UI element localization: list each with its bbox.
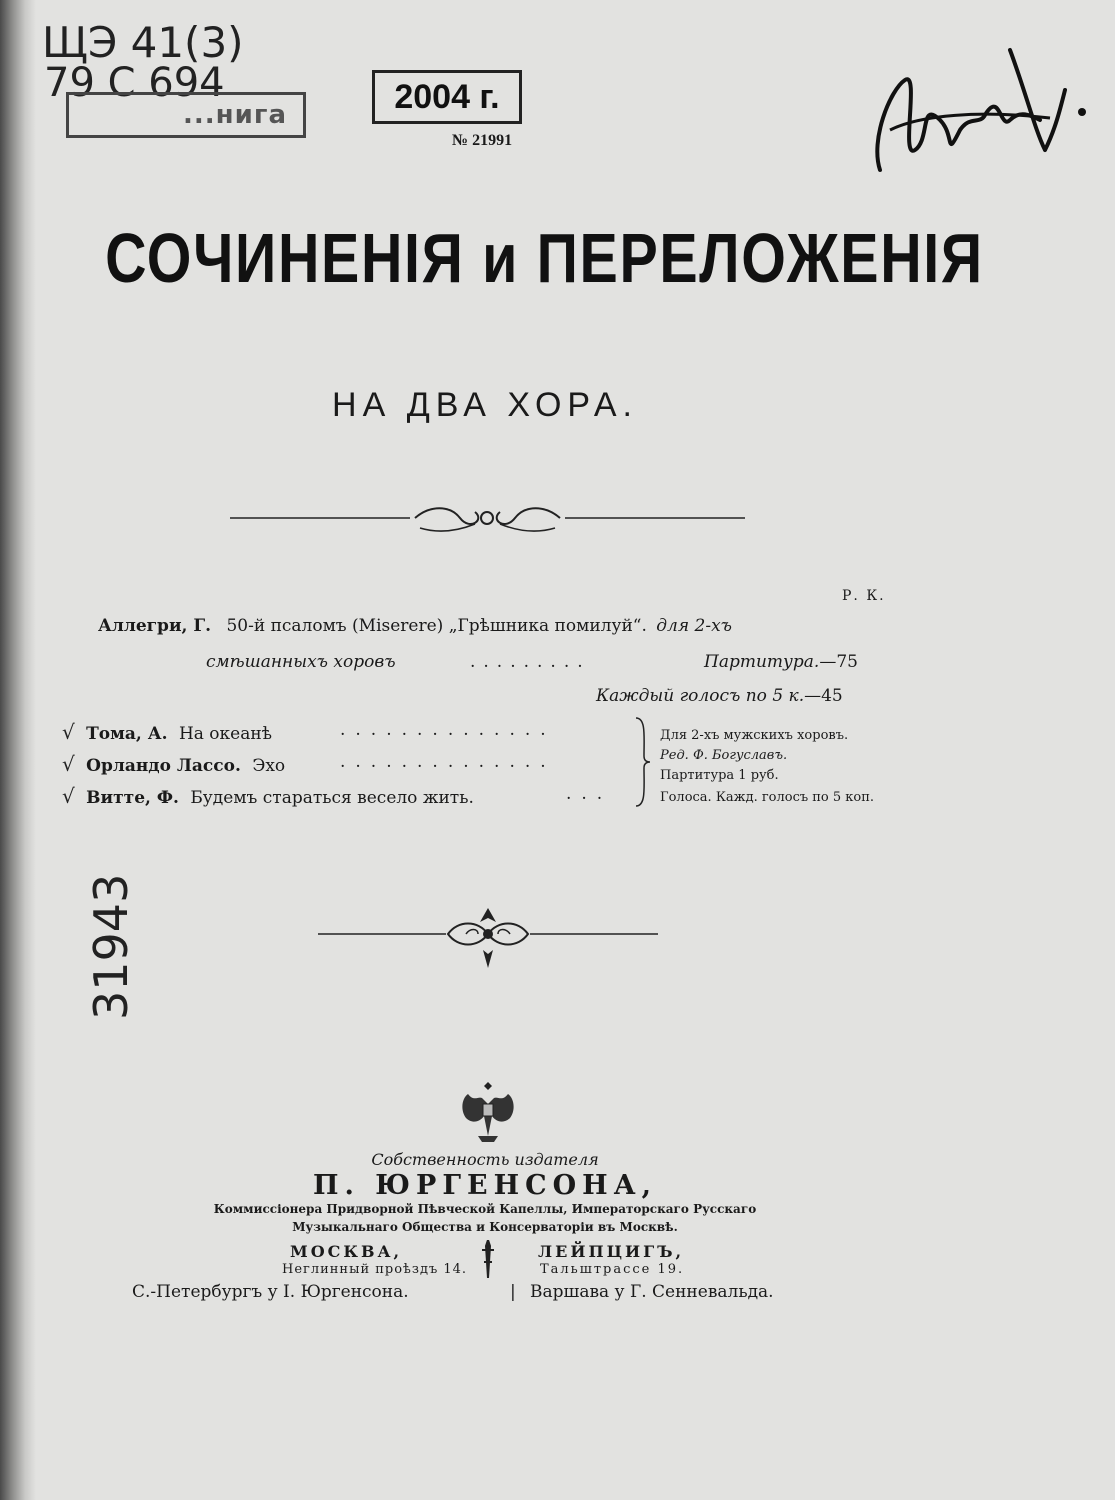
allegri-line-1	[98, 616, 732, 636]
check-mark: √	[62, 784, 75, 808]
address-moscow: Неглинный проѣздъ 14.	[282, 1262, 468, 1277]
agents-divider: |	[510, 1282, 516, 1302]
page-subtitle: НА ДВА ХОРА.	[332, 386, 638, 424]
year-stamp: 2004 г.	[372, 70, 522, 124]
page-title: СОЧИНЕНІЯ и ПЕРЕЛОЖЕНІЯ	[105, 219, 984, 297]
allegri-for: для 2-хъ	[656, 616, 733, 636]
entry-work: На океанѣ	[178, 724, 272, 744]
ornament-cross	[481, 1240, 495, 1278]
catalog-entry	[62, 752, 285, 776]
entry-leader-dots: ...	[566, 784, 613, 804]
allegri-line-2: смѣшанныхъ хоровъ	[206, 652, 396, 672]
agent-warsaw: Варшава у Г. Сенневальда.	[530, 1282, 774, 1302]
group-note-line: Для 2-хъ мужскихъ хоровъ.	[660, 728, 849, 743]
entry-work: Будемъ стараться весело жить.	[190, 788, 474, 808]
entry-leader-dots: ..............	[340, 720, 556, 740]
check-mark: √	[62, 752, 75, 776]
library-stamp: ...нига	[66, 92, 306, 138]
price-column-header: Р. К.	[842, 588, 886, 604]
group-brace	[632, 716, 654, 808]
inventory-number: 31943	[84, 873, 138, 1020]
publisher-property: Собственность издателя	[371, 1150, 599, 1169]
allegri-voices-line	[596, 686, 843, 706]
entry-leader-dots: ..............	[340, 752, 556, 772]
signature-image	[860, 20, 1090, 200]
city-moscow: МОСКВА,	[290, 1242, 403, 1261]
entry-work: Эхо	[252, 756, 286, 776]
catalog-entry	[62, 720, 272, 744]
entry-author: Орландо Лассо.	[86, 756, 241, 776]
group-note-line: Голоса. Кажд. голосъ по 5 коп.	[660, 790, 875, 805]
publisher-description-2: Музыкальнаго Общества и Консерваторіи въ Москвѣ.	[292, 1220, 678, 1234]
catalog-number: № 21991	[452, 132, 513, 149]
group-note-line: Партитура 1 руб.	[660, 768, 779, 783]
group-note-line: Ред. Ф. Богуславъ.	[660, 748, 788, 763]
entry-author: Витте, Ф.	[86, 788, 179, 808]
publisher-name: П. ЮРГЕНСОНА,	[313, 1170, 657, 1201]
entry-author: Тома, А.	[86, 724, 168, 744]
allegri-voices-price: —45	[804, 686, 843, 706]
agent-petersburg: С.-Петербургъ у І. Юргенсона.	[132, 1282, 409, 1302]
shelf-mark-bottom: 79 С 694	[44, 60, 225, 106]
catalog-entry	[62, 784, 474, 808]
address-leipzig: Тальштрассе 19.	[540, 1262, 685, 1277]
check-mark: √	[62, 720, 75, 744]
ornament-divider-top	[230, 500, 745, 540]
allegri-score-label: Партитура.	[704, 652, 820, 672]
double-headed-eagle-emblem	[458, 1076, 518, 1144]
allegri-score-line	[704, 652, 858, 672]
allegri-author: Аллегри, Г.	[98, 616, 212, 636]
allegri-voices-label: Каждый голосъ по 5 к.	[596, 686, 805, 706]
ornament-divider-bottom	[318, 906, 658, 972]
allegri-leader-dots: .........	[470, 652, 591, 672]
city-leipzig: ЛЕЙПЦИГЪ,	[538, 1242, 685, 1261]
allegri-work: 50-й псаломъ (Miserere) „Грѣшника помилуй“.	[226, 616, 647, 636]
allegri-score-price: —75	[819, 652, 858, 672]
page-edge-shadow	[0, 0, 36, 1500]
shelf-mark-top: ЩЭ 41(3)	[42, 18, 244, 67]
publisher-description-1: Коммиссіонера Придворной Пѣвческой Капеллы, Императорскаго Русскаго	[213, 1202, 757, 1216]
